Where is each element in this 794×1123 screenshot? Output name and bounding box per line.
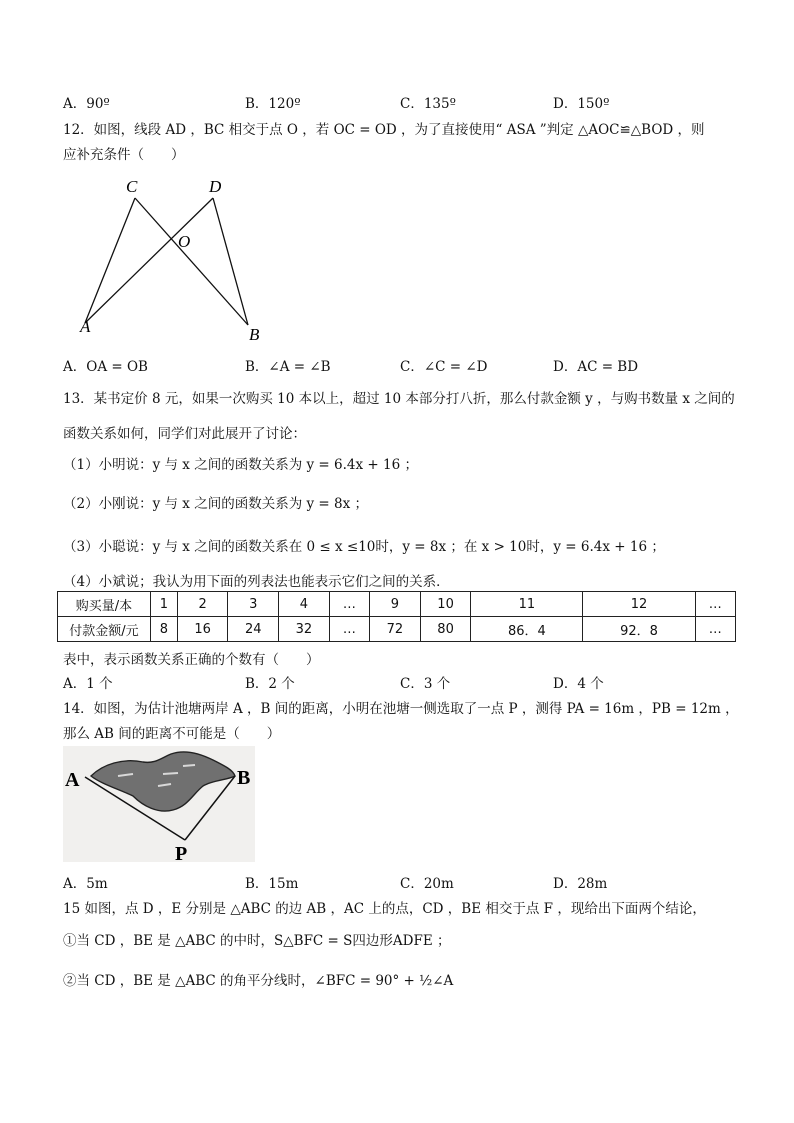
- q15-conclusion-1: ①当 CD ，BE 是 △ABC 的中时，S△BFC = S四边形ADFE ；: [63, 933, 451, 949]
- label-a: A: [65, 769, 80, 791]
- table-cell: 72: [370, 617, 421, 642]
- q15-stem: 15 如图，点 D ，E 分别是 △ABC 的边 AB ，AC 上的点，CD ，BE 相交于点 F ，现给出下面两个结论，: [63, 901, 706, 917]
- label-b: B: [237, 767, 251, 789]
- q13-statement-4: （4）小斌说；我认为用下面的列表法也能表示它们之间的关系．: [63, 574, 450, 590]
- q13-stem-line2: 函数关系如何，同学们对此展开了讨论：: [63, 426, 306, 442]
- q13-statement-2: （2）小刚说：y 与 x 之间的函数关系为 y = 8x ；: [63, 496, 369, 512]
- q14-figure: [63, 746, 255, 862]
- table-cell: 24: [228, 617, 279, 642]
- label-c: C: [126, 177, 138, 196]
- table-cell: 9: [370, 592, 421, 617]
- table-cell: 80: [420, 617, 471, 642]
- table-cell: 32: [279, 617, 330, 642]
- table-cell: …: [329, 592, 369, 617]
- table-header-cell: 购买量/本: [58, 592, 151, 617]
- q11-option-b: B．120º: [245, 96, 301, 112]
- q13-statement-3: （3）小聪说：y 与 x 之间的函数关系在 0 ≤ x ≤10时，y = 8x ；在 x > 10时，y = 6.4x + 16 ；: [63, 539, 665, 555]
- table-row: [58, 592, 736, 617]
- q14-option-d: D．28m: [553, 876, 608, 892]
- label-p: P: [175, 843, 188, 862]
- q13-options: [63, 672, 763, 692]
- table-cell: 10: [420, 592, 471, 617]
- q14-option-a: A．5m: [63, 876, 108, 892]
- q13-table: [57, 591, 736, 642]
- table-cell: …: [329, 617, 369, 642]
- pond-shape: [91, 752, 235, 811]
- q14-figure-svg: [63, 746, 255, 862]
- table-row: [58, 617, 736, 642]
- q13-option-a: A．1 个: [63, 676, 113, 692]
- q14-option-b: B．15m: [245, 876, 299, 892]
- q14-options: [63, 872, 763, 892]
- q13-statement-1: （1）小明说：y 与 x 之间的函数关系为 y = 6.4x + 16 ；: [63, 457, 418, 473]
- q14-stem-line1: 14．如图，为估计池塘两岸 A ，B 间的距离，小明在池塘一侧选取了一点 P ，测得 PA = 16m ，PB = 12m ，: [63, 701, 739, 717]
- table-cell: …: [695, 617, 735, 642]
- q14-option-c: C．20m: [400, 876, 454, 892]
- label-b: B: [249, 325, 260, 344]
- q12-option-b: B．∠A = ∠B: [245, 359, 331, 375]
- q13-stem-line1: 13．某书定价 8 元，如果一次购买 10 本以上，超过 10 本部分打八折，那么付款金额 y ，与购书数量 x 之间的: [63, 391, 735, 407]
- q11-option-d: D．150º: [553, 96, 610, 112]
- q12-figure: [63, 170, 278, 345]
- table-header-cell: 付款金额/元: [58, 617, 151, 642]
- table-cell: 4: [279, 592, 330, 617]
- q13-question: 表中，表示函数关系正确的个数有（ ）: [63, 652, 320, 668]
- q11-option-c: C．135º: [400, 96, 456, 112]
- q12-option-d: D．AC = BD: [553, 359, 639, 375]
- q12-stem-line2: 应补充条件（ ）: [63, 147, 185, 163]
- table-cell: 2: [177, 592, 228, 617]
- q13-option-b: B．2 个: [245, 676, 295, 692]
- label-a: A: [80, 317, 91, 336]
- table-cell: 86．4: [471, 617, 583, 642]
- q12-options: [63, 355, 763, 375]
- q12-figure-svg: [63, 170, 278, 345]
- q14-stem-line2: 那么 AB 间的距离不可能是（ ）: [63, 726, 281, 742]
- q13-option-d: D．4 个: [553, 676, 604, 692]
- q12-option-a: A．OA = OB: [63, 359, 148, 375]
- q12-stem-line1: 12．如图，线段 AD ，BC 相交于点 O ，若 OC = OD ，为了直接使用“ ASA ”判定 △AOC≌△BOD ，则: [63, 122, 705, 138]
- q11-options: [63, 92, 763, 112]
- table-cell: 92．8: [583, 617, 695, 642]
- table-cell: 12: [583, 592, 695, 617]
- q13-option-c: C．3 个: [400, 676, 451, 692]
- table-cell: 3: [228, 592, 279, 617]
- label-d: D: [209, 177, 222, 196]
- label-o: O: [178, 232, 191, 251]
- q11-option-a: A．90º: [63, 96, 110, 112]
- table-cell: 8: [151, 617, 178, 642]
- table-cell: …: [695, 592, 735, 617]
- table-cell: 16: [177, 617, 228, 642]
- table-cell: 11: [471, 592, 583, 617]
- table-cell: 1: [151, 592, 178, 617]
- q12-option-c: C．∠C = ∠D: [400, 359, 488, 375]
- q15-conclusion-2: ②当 CD ，BE 是 △ABC 的角平分线时，∠BFC = 90° + ½∠A: [63, 973, 454, 989]
